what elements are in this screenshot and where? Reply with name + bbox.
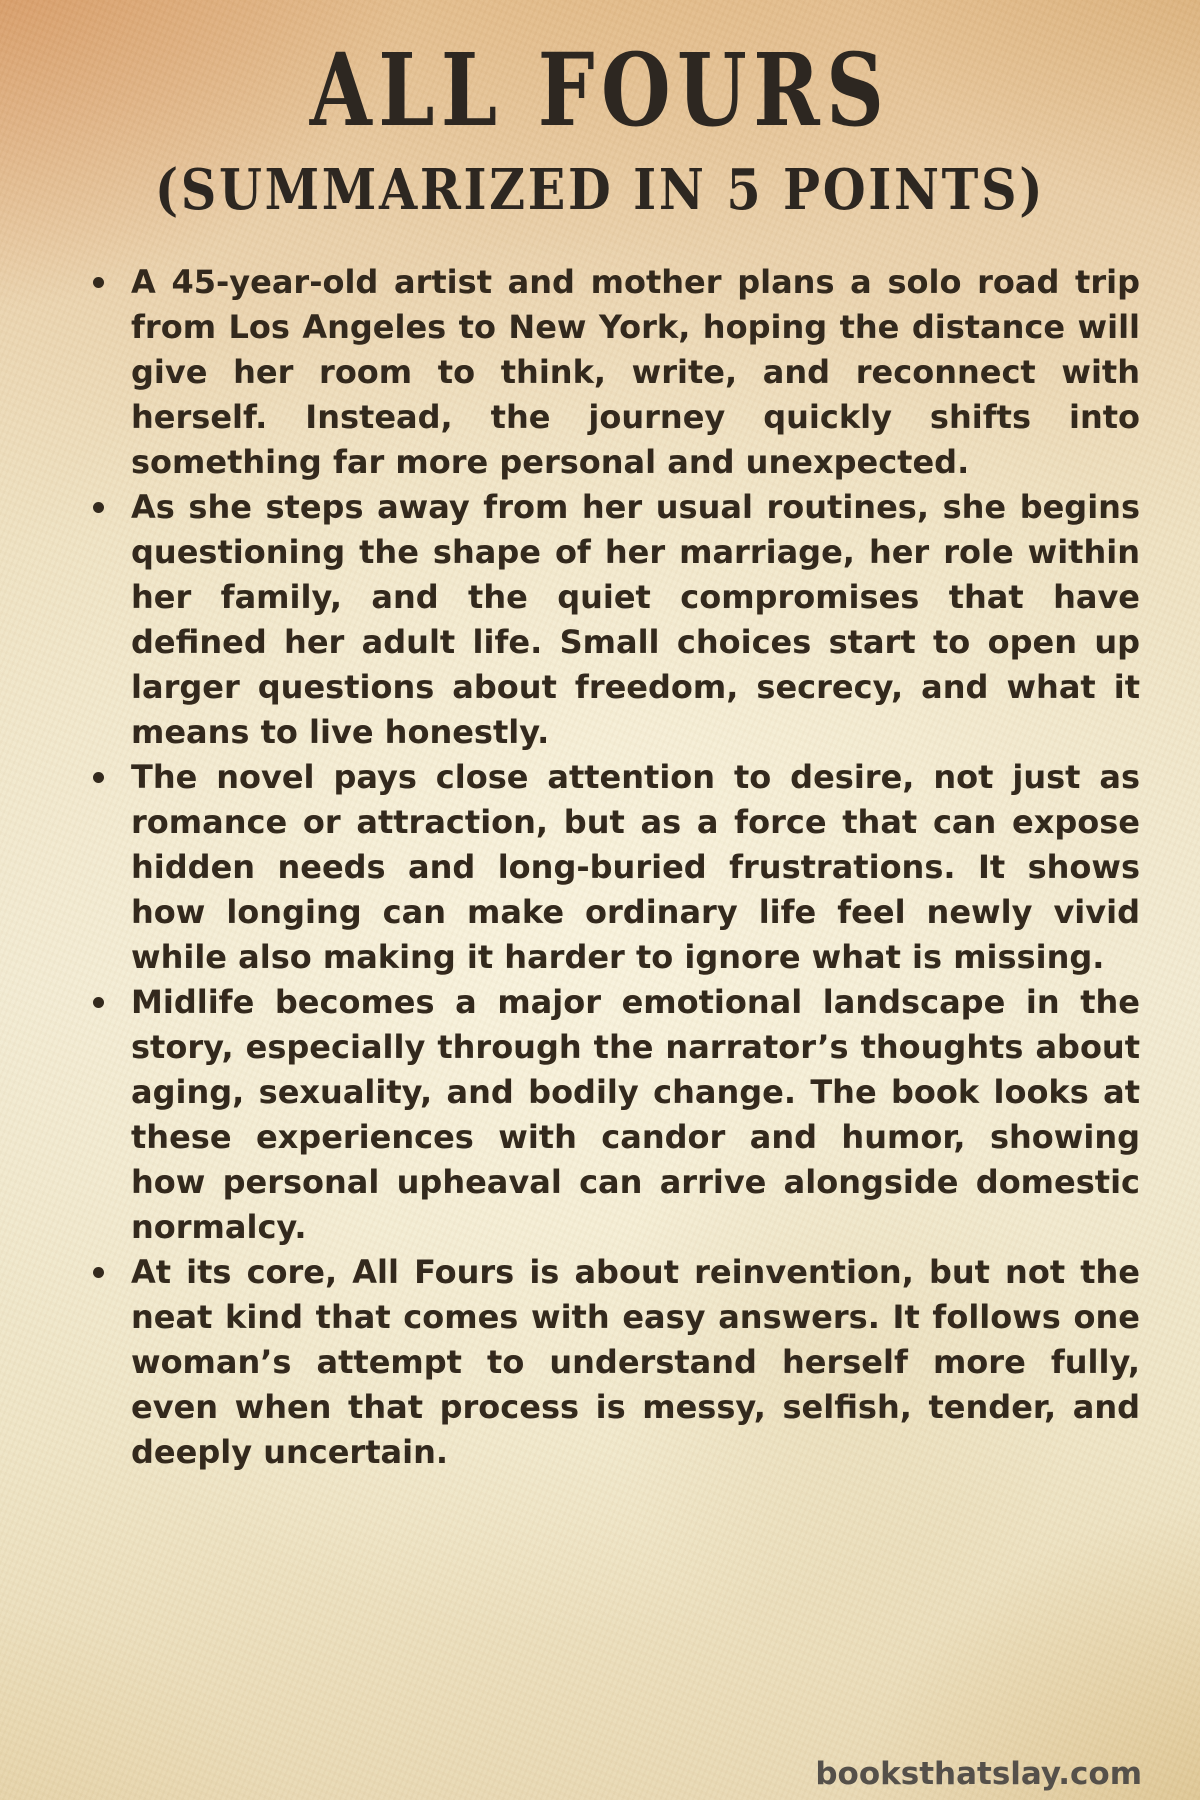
list-item	[131, 1250, 1140, 1475]
list-item	[131, 980, 1140, 1250]
bullet-text: At its core, All Fours is about reinvention, but not the neat kind that comes with easy answers. It follows one woman’s attempt to understand herself more fully, even when that process is messy, selfish, tender, and deeply uncertain.	[131, 1253, 1140, 1471]
header	[0, 0, 1200, 223]
summary-list	[131, 260, 1140, 1475]
bullet-icon	[93, 1267, 104, 1278]
bullet-text: The novel pays close attention to desire, not just as romance or attraction, but as a force that can expose hidden needs and long-buried frustrations. It shows how longing can make ordinary life feel newly vivid while also making it harder to ignore what is missing.	[131, 758, 1140, 976]
list-item	[131, 755, 1140, 980]
bullet-icon	[93, 772, 104, 783]
site-watermark: booksthatslay.com	[815, 1756, 1142, 1792]
bullet-text: Midlife becomes a major emotional landscape in the story, especially through the narrator’s thoughts about aging, sexuality, and bodily change. The book looks at these experiences with candor and humor, showing how personal upheaval can arrive alongside domestic normalcy.	[131, 983, 1140, 1246]
bullet-text: As she steps away from her usual routines, she begins questioning the shape of her marriage, her role within her family, and the quiet compromises that have defined her adult life. Small choices start to open up larger questions about freedom, secrecy, and what it means to live honestly.	[131, 488, 1140, 751]
bullet-text: A 45-year-old artist and mother plans a solo road trip from Los Angeles to New York, hoping the distance will give her room to think, write, and reconnect with herself. Instead, the journey quickly shifts into something far more personal and unexpected.	[131, 263, 1140, 481]
bullet-icon	[93, 997, 104, 1008]
list-item	[131, 485, 1140, 755]
page-subtitle: (SUMMARIZED IN 5 POINTS)	[154, 157, 1046, 223]
page-title: ALL FOURS	[309, 31, 891, 149]
bullet-icon	[93, 502, 104, 513]
list-item	[131, 260, 1140, 485]
bullet-icon	[93, 277, 104, 288]
